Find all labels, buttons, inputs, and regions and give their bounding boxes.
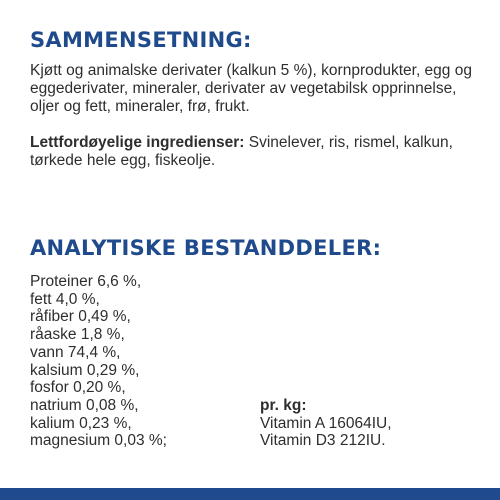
analytical-item-fat: fett 4,0 %, (30, 290, 100, 308)
digestible-text: Svinelever, ris, rismel, kalkun, tørkede hele egg, fiskeolje. (30, 134, 453, 169)
digestible-label: Lettfordøyelige ingredienser: (30, 134, 245, 151)
analytical-item-ash: råaske 1,8 %, (30, 326, 125, 344)
vitamins-label: pr. kg: (260, 397, 307, 414)
vitamin-a: Vitamin A 16064IU, (260, 414, 392, 432)
analytical-item-magnesium: magnesium 0,03 %; (30, 432, 167, 450)
composition-text: Kjøtt og animalske derivater (kalkun 5 %), kornprodukter, egg og eggederivater, mineraler, derivater av vegetabilsk opprinnelse, oljer og fett, mineraler, frø, frukt. (30, 62, 472, 115)
analytical-item-calcium: kalsium 0,29 %, (30, 361, 140, 379)
vitamin-d3: Vitamin D3 212IU. (260, 432, 386, 450)
analytical-item-potassium: kalium 0,23 %, (30, 414, 132, 432)
vitamins-block (260, 397, 392, 450)
analytical-item-phosphorus: fosfor 0,20 %, (30, 379, 126, 397)
analytical-heading: ANALYTISKE BESTANDDELER: (30, 236, 382, 260)
bottom-bar (0, 488, 500, 500)
composition-heading: SAMMENSETNING: (30, 28, 252, 52)
analytical-item-protein: Proteiner 6,6 %, (30, 273, 142, 290)
analytical-list (30, 273, 167, 450)
digestible-ingredients (30, 134, 480, 170)
analytical-item-fiber: råfiber 0,49 %, (30, 308, 131, 326)
analytical-item-sodium: natrium 0,08 %, (30, 396, 139, 414)
analytical-item-water: vann 74,4 %, (30, 343, 121, 361)
